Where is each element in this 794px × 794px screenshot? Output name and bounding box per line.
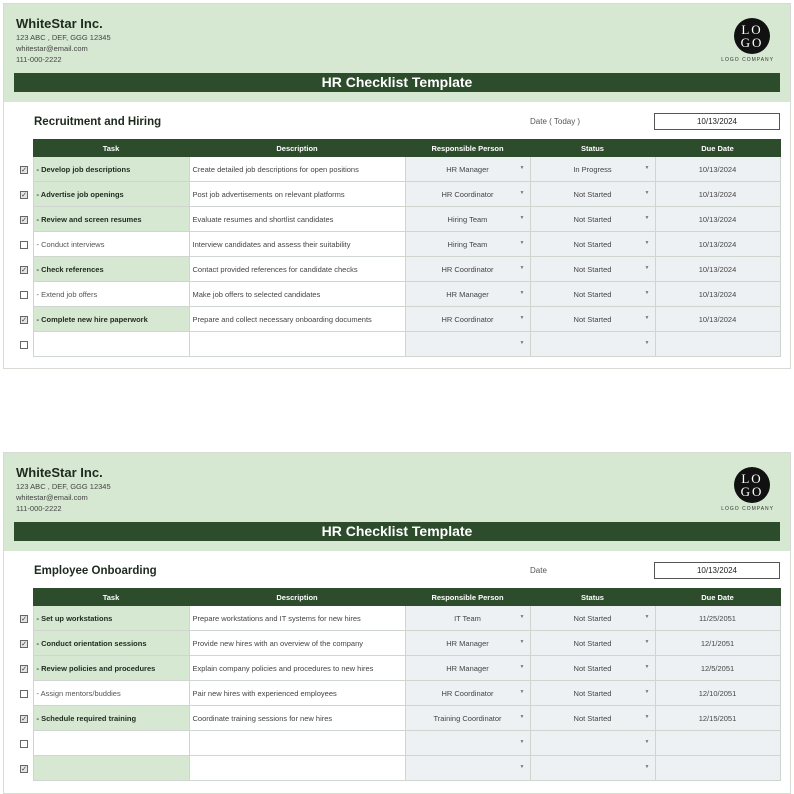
row-checkbox-cell bbox=[16, 731, 33, 756]
status-value: Not Started bbox=[573, 638, 612, 648]
status-value: Not Started bbox=[573, 713, 612, 723]
description-cell[interactable]: Prepare workstations and IT systems for new hires bbox=[189, 606, 405, 631]
description-cell[interactable]: Post job advertisements on relevant platforms bbox=[189, 182, 405, 207]
dropdown-arrow-icon: ▼ bbox=[519, 340, 525, 346]
date-field[interactable]: 10/13/2024 bbox=[654, 562, 780, 579]
table-row bbox=[16, 232, 780, 257]
description-cell[interactable]: Pair new hires with experienced employees bbox=[189, 681, 405, 706]
responsible-dropdown[interactable] bbox=[405, 606, 530, 631]
company-logo: LO GO bbox=[734, 18, 770, 54]
responsible-value: HR Coordinator bbox=[441, 189, 494, 199]
due-date-cell[interactable]: 12/5/2051 bbox=[655, 656, 780, 681]
due-date-cell[interactable]: 10/13/2024 bbox=[655, 232, 780, 257]
dropdown-arrow-icon: ▼ bbox=[519, 639, 525, 645]
column-header-responsible: Responsible Person bbox=[405, 589, 530, 606]
table-row bbox=[16, 756, 780, 781]
status-value: Not Started bbox=[573, 239, 612, 249]
status-value: Not Started bbox=[573, 289, 612, 299]
company-phone: 111-000-2222 bbox=[16, 55, 62, 64]
table-row bbox=[16, 706, 780, 731]
row-checkbox[interactable]: ✓ bbox=[21, 665, 27, 673]
company-name: WhiteStar Inc. bbox=[16, 16, 103, 31]
dropdown-arrow-icon: ▼ bbox=[644, 290, 650, 296]
column-header-task: Task bbox=[33, 140, 189, 157]
checkbox-column-header bbox=[16, 589, 33, 606]
responsible-dropdown[interactable] bbox=[405, 207, 530, 232]
description-cell[interactable]: Prepare and collect necessary onboarding documents bbox=[189, 307, 405, 332]
row-checkbox-cell bbox=[16, 157, 33, 182]
due-date-cell[interactable]: 10/13/2024 bbox=[655, 157, 780, 182]
task-cell[interactable] bbox=[33, 756, 189, 781]
status-dropdown[interactable] bbox=[530, 157, 655, 182]
table-header-row bbox=[16, 140, 780, 157]
company-email: whitestar@email.com bbox=[16, 493, 88, 502]
dropdown-arrow-icon: ▼ bbox=[519, 664, 525, 670]
task-cell[interactable]: - Review policies and procedures bbox=[33, 656, 189, 681]
due-date-cell[interactable]: 11/25/2051 bbox=[655, 606, 780, 631]
description-cell[interactable]: Explain company policies and procedures to new hires bbox=[189, 656, 405, 681]
dropdown-arrow-icon: ▼ bbox=[644, 689, 650, 695]
date-field[interactable]: 10/13/2024 bbox=[654, 113, 780, 130]
status-value: Not Started bbox=[573, 189, 612, 199]
row-checkbox-cell bbox=[16, 282, 33, 307]
status-dropdown[interactable] bbox=[530, 706, 655, 731]
dropdown-arrow-icon: ▼ bbox=[519, 265, 525, 271]
due-date-cell[interactable]: 10/13/2024 bbox=[655, 207, 780, 232]
responsible-value: HR Manager bbox=[446, 164, 489, 174]
row-checkbox[interactable]: ✓ bbox=[21, 715, 27, 723]
task-cell[interactable]: - Check references bbox=[33, 257, 189, 282]
column-header-task: Task bbox=[33, 589, 189, 606]
logo-caption: LOGO COMPANY bbox=[721, 57, 774, 63]
due-date-cell[interactable]: 10/13/2024 bbox=[655, 182, 780, 207]
status-dropdown[interactable] bbox=[530, 182, 655, 207]
column-header-status: Status bbox=[530, 589, 655, 606]
checkbox-column-header bbox=[16, 140, 33, 157]
row-checkbox-cell bbox=[16, 606, 33, 631]
row-checkbox[interactable] bbox=[20, 241, 28, 249]
due-date-cell[interactable] bbox=[655, 731, 780, 756]
task-cell[interactable]: - Conduct interviews bbox=[33, 232, 189, 257]
responsible-value: Training Coordinator bbox=[433, 713, 502, 723]
task-cell[interactable]: - Complete new hire paperwork bbox=[33, 307, 189, 332]
task-cell[interactable]: - Review and screen resumes bbox=[33, 207, 189, 232]
table-header-row bbox=[16, 589, 780, 606]
column-header-status: Status bbox=[530, 140, 655, 157]
checklist-table bbox=[16, 139, 781, 357]
row-checkbox[interactable] bbox=[20, 690, 28, 698]
row-checkbox[interactable]: ✓ bbox=[21, 266, 27, 274]
row-checkbox-cell bbox=[16, 257, 33, 282]
responsible-dropdown[interactable] bbox=[405, 307, 530, 332]
dropdown-arrow-icon: ▼ bbox=[519, 614, 525, 620]
checklist-sheet-onboarding bbox=[3, 452, 791, 794]
status-dropdown[interactable] bbox=[530, 257, 655, 282]
dropdown-arrow-icon: ▼ bbox=[519, 764, 525, 770]
dropdown-arrow-icon: ▼ bbox=[519, 240, 525, 246]
dropdown-arrow-icon: ▼ bbox=[644, 165, 650, 171]
description-cell[interactable]: Create detailed job descriptions for open positions bbox=[189, 157, 405, 182]
table-row bbox=[16, 182, 780, 207]
table-row bbox=[16, 257, 780, 282]
dropdown-arrow-icon: ▼ bbox=[519, 689, 525, 695]
responsible-value: HR Manager bbox=[446, 638, 489, 648]
company-address: 123 ABC , DEF, GGG 12345 bbox=[16, 33, 111, 42]
column-header-responsible: Responsible Person bbox=[405, 140, 530, 157]
task-cell[interactable]: - Assign mentors/buddies bbox=[33, 681, 189, 706]
responsible-dropdown[interactable] bbox=[405, 706, 530, 731]
description-cell[interactable]: Evaluate resumes and shortlist candidates bbox=[189, 207, 405, 232]
description-cell[interactable]: Contact provided references for candidate checks bbox=[189, 257, 405, 282]
status-dropdown[interactable] bbox=[530, 332, 655, 357]
status-dropdown[interactable] bbox=[530, 307, 655, 332]
row-checkbox-cell bbox=[16, 656, 33, 681]
checklist-sheet-recruitment bbox=[3, 3, 791, 369]
section-title: Recruitment and Hiring bbox=[34, 116, 162, 128]
dropdown-arrow-icon: ▼ bbox=[644, 664, 650, 670]
column-header-due-date: Due Date bbox=[655, 140, 780, 157]
company-name: WhiteStar Inc. bbox=[16, 465, 103, 480]
row-checkbox-cell bbox=[16, 207, 33, 232]
company-logo: LO GO bbox=[734, 467, 770, 503]
dropdown-arrow-icon: ▼ bbox=[644, 764, 650, 770]
row-checkbox[interactable]: ✓ bbox=[21, 216, 27, 224]
checklist-table bbox=[16, 588, 781, 781]
due-date-cell[interactable]: 12/15/2051 bbox=[655, 706, 780, 731]
responsible-dropdown[interactable] bbox=[405, 182, 530, 207]
responsible-value: IT Team bbox=[454, 613, 481, 623]
task-cell[interactable] bbox=[33, 731, 189, 756]
description-cell[interactable] bbox=[189, 756, 405, 781]
company-address: 123 ABC , DEF, GGG 12345 bbox=[16, 482, 111, 491]
description-cell[interactable]: Coordinate training sessions for new hires bbox=[189, 706, 405, 731]
status-dropdown[interactable] bbox=[530, 731, 655, 756]
dropdown-arrow-icon: ▼ bbox=[519, 739, 525, 745]
table-row bbox=[16, 207, 780, 232]
table-row bbox=[16, 282, 780, 307]
task-cell[interactable]: - Develop job descriptions bbox=[33, 157, 189, 182]
responsible-dropdown[interactable] bbox=[405, 232, 530, 257]
responsible-dropdown[interactable] bbox=[405, 157, 530, 182]
dropdown-arrow-icon: ▼ bbox=[644, 265, 650, 271]
status-dropdown[interactable] bbox=[530, 631, 655, 656]
dropdown-arrow-icon: ▼ bbox=[644, 240, 650, 246]
task-cell[interactable] bbox=[33, 332, 189, 357]
status-value: Not Started bbox=[573, 214, 612, 224]
responsible-value: HR Coordinator bbox=[441, 264, 494, 274]
responsible-value: HR Manager bbox=[446, 289, 489, 299]
due-date-cell[interactable]: 12/1/2051 bbox=[655, 631, 780, 656]
table-row bbox=[16, 631, 780, 656]
responsible-value: HR Coordinator bbox=[441, 688, 494, 698]
row-checkbox[interactable]: ✓ bbox=[21, 191, 27, 199]
row-checkbox[interactable]: ✓ bbox=[21, 166, 27, 174]
section-title: Employee Onboarding bbox=[34, 565, 157, 577]
status-dropdown[interactable] bbox=[530, 656, 655, 681]
row-checkbox-cell bbox=[16, 681, 33, 706]
row-checkbox-cell bbox=[16, 232, 33, 257]
date-label: Date bbox=[530, 566, 547, 575]
row-checkbox-cell bbox=[16, 332, 33, 357]
dropdown-arrow-icon: ▼ bbox=[644, 190, 650, 196]
description-cell[interactable]: Provide new hires with an overview of the company bbox=[189, 631, 405, 656]
description-cell[interactable] bbox=[189, 332, 405, 357]
status-dropdown[interactable] bbox=[530, 756, 655, 781]
responsible-value: HR Manager bbox=[446, 663, 489, 673]
due-date-cell[interactable] bbox=[655, 756, 780, 781]
sheet-title: HR Checklist Template bbox=[14, 522, 780, 541]
dropdown-arrow-icon: ▼ bbox=[644, 614, 650, 620]
dropdown-arrow-icon: ▼ bbox=[519, 165, 525, 171]
row-checkbox-cell bbox=[16, 756, 33, 781]
dropdown-arrow-icon: ▼ bbox=[644, 639, 650, 645]
responsible-value: Hiring Team bbox=[447, 239, 488, 249]
dropdown-arrow-icon: ▼ bbox=[519, 215, 525, 221]
responsible-dropdown[interactable] bbox=[405, 731, 530, 756]
logo-caption: LOGO COMPANY bbox=[721, 506, 774, 512]
dropdown-arrow-icon: ▼ bbox=[644, 739, 650, 745]
responsible-dropdown[interactable] bbox=[405, 656, 530, 681]
dropdown-arrow-icon: ▼ bbox=[519, 315, 525, 321]
responsible-value: HR Coordinator bbox=[441, 314, 494, 324]
task-cell[interactable]: - Schedule required training bbox=[33, 706, 189, 731]
date-label: Date ( Today ) bbox=[530, 117, 581, 126]
description-cell[interactable]: Interview candidates and assess their suitability bbox=[189, 232, 405, 257]
column-header-due-date: Due Date bbox=[655, 589, 780, 606]
row-checkbox-cell bbox=[16, 706, 33, 731]
task-cell[interactable]: - Set up workstations bbox=[33, 606, 189, 631]
sheet-title: HR Checklist Template bbox=[14, 73, 780, 92]
dropdown-arrow-icon: ▼ bbox=[519, 290, 525, 296]
description-cell[interactable]: Make job offers to selected candidates bbox=[189, 282, 405, 307]
table-row bbox=[16, 307, 780, 332]
dropdown-arrow-icon: ▼ bbox=[644, 340, 650, 346]
due-date-cell[interactable]: 10/13/2024 bbox=[655, 282, 780, 307]
table-row bbox=[16, 606, 780, 631]
responsible-value: Hiring Team bbox=[447, 214, 488, 224]
task-cell[interactable]: - Advertise job openings bbox=[33, 182, 189, 207]
status-value: Not Started bbox=[573, 314, 612, 324]
row-checkbox[interactable] bbox=[20, 740, 28, 748]
company-email: whitestar@email.com bbox=[16, 44, 88, 53]
task-cell[interactable]: - Extend job offers bbox=[33, 282, 189, 307]
column-header-description: Description bbox=[189, 140, 405, 157]
status-dropdown[interactable] bbox=[530, 606, 655, 631]
status-value: In Progress bbox=[573, 164, 612, 174]
column-header-description: Description bbox=[189, 589, 405, 606]
dropdown-arrow-icon: ▼ bbox=[519, 714, 525, 720]
due-date-cell[interactable]: 10/13/2024 bbox=[655, 307, 780, 332]
table-row bbox=[16, 656, 780, 681]
row-checkbox-cell bbox=[16, 182, 33, 207]
responsible-dropdown[interactable] bbox=[405, 756, 530, 781]
table-row bbox=[16, 332, 780, 357]
table-row bbox=[16, 157, 780, 182]
row-checkbox[interactable]: ✓ bbox=[21, 316, 27, 324]
responsible-dropdown[interactable] bbox=[405, 332, 530, 357]
sheet-header bbox=[4, 4, 790, 102]
responsible-dropdown[interactable] bbox=[405, 282, 530, 307]
sheet-header bbox=[4, 453, 790, 551]
responsible-dropdown[interactable] bbox=[405, 631, 530, 656]
row-checkbox[interactable]: ✓ bbox=[21, 615, 27, 623]
dropdown-arrow-icon: ▼ bbox=[644, 215, 650, 221]
status-value: Not Started bbox=[573, 264, 612, 274]
status-dropdown[interactable] bbox=[530, 282, 655, 307]
status-dropdown[interactable] bbox=[530, 232, 655, 257]
due-date-cell[interactable] bbox=[655, 332, 780, 357]
row-checkbox[interactable] bbox=[20, 291, 28, 299]
status-dropdown[interactable] bbox=[530, 681, 655, 706]
responsible-dropdown[interactable] bbox=[405, 257, 530, 282]
status-value: Not Started bbox=[573, 688, 612, 698]
dropdown-arrow-icon: ▼ bbox=[519, 190, 525, 196]
row-checkbox-cell bbox=[16, 631, 33, 656]
status-dropdown[interactable] bbox=[530, 207, 655, 232]
description-cell[interactable] bbox=[189, 731, 405, 756]
dropdown-arrow-icon: ▼ bbox=[644, 714, 650, 720]
row-checkbox-cell bbox=[16, 307, 33, 332]
task-cell[interactable]: - Conduct orientation sessions bbox=[33, 631, 189, 656]
row-checkbox[interactable]: ✓ bbox=[21, 765, 27, 773]
due-date-cell[interactable]: 10/13/2024 bbox=[655, 257, 780, 282]
table-row bbox=[16, 681, 780, 706]
dropdown-arrow-icon: ▼ bbox=[644, 315, 650, 321]
table-row bbox=[16, 731, 780, 756]
status-value: Not Started bbox=[573, 663, 612, 673]
row-checkbox[interactable]: ✓ bbox=[21, 640, 27, 648]
row-checkbox[interactable] bbox=[20, 341, 28, 349]
status-value: Not Started bbox=[573, 613, 612, 623]
due-date-cell[interactable]: 12/10/2051 bbox=[655, 681, 780, 706]
company-phone: 111-000-2222 bbox=[16, 504, 62, 513]
responsible-dropdown[interactable] bbox=[405, 681, 530, 706]
